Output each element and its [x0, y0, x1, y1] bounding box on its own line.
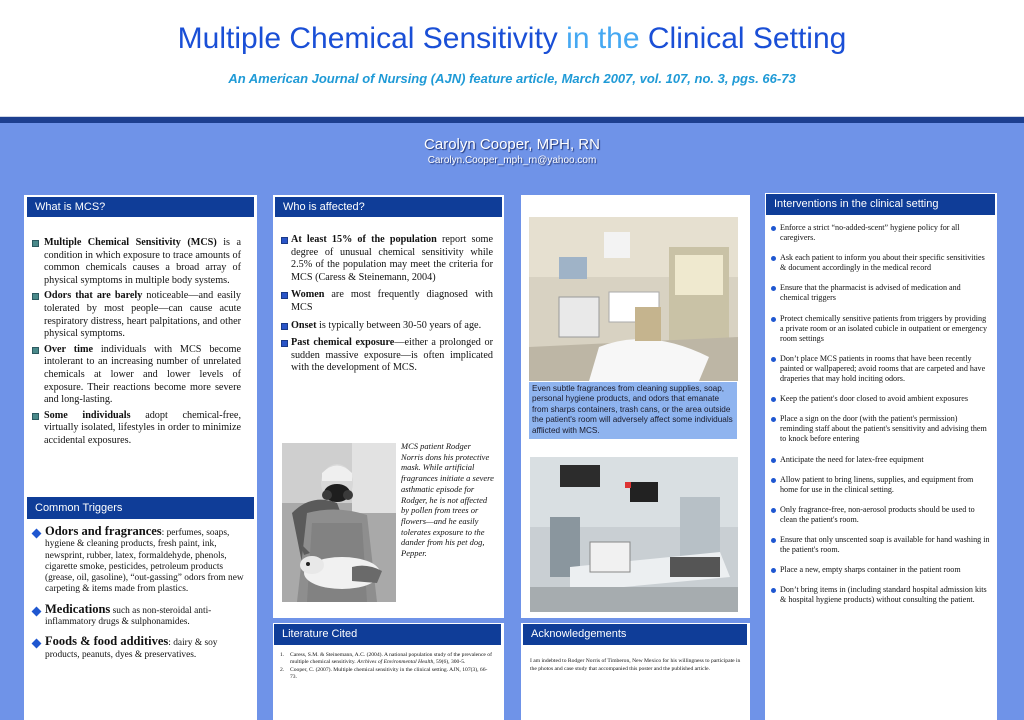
dot-bullet-icon [771, 226, 776, 231]
list-item: Some individuals adopt chemical-free, virtually isolated, lifestyles in order to minimize accidental exposures. [32, 410, 241, 448]
acknowledgements-text: I am indebted to Rodger Norris of Timberon, New Mexico for his willingness to participate in the photos and case study that accompanied this poster and the published article. [530, 658, 741, 672]
title-part-2: in the [566, 22, 640, 55]
poster-header [0, 0, 1024, 117]
list-item: Over time individuals with MCS become intolerant to an increasing number of unrelated chemicals at lower and lower levels of exposure. Their reactions become more severe and long-lasting. [32, 344, 241, 407]
list-item: Protect chemically sensitive patients from triggers by providing a private room or an isolated cubicle in outpatient or emergency room settings [770, 314, 990, 344]
who-affected-list [281, 234, 493, 380]
square-bullet-icon [32, 240, 39, 247]
list-item: Odors and fragrances: perfumes, soaps, hygiene & cleaning products, fresh paint, ink, newsprint, rubber, latex, formaldehyde, phenols, cigarette smoke, pesticides, petroleum products (grease, oil, gasoline), “out-gassing” odors from new carpeting & items made from plastics. [32, 526, 244, 596]
square-bullet-icon [281, 340, 288, 347]
emergency-room-photo [530, 457, 738, 612]
list-item: Don’t bring items in (including standard hospital admission kits & hospital hygiene products) without consulting the patient. [770, 585, 990, 605]
dot-bullet-icon [771, 458, 776, 463]
dot-bullet-icon [771, 417, 776, 422]
patient-photo [282, 443, 396, 602]
what-is-mcs-list [32, 237, 241, 451]
dot-bullet-icon [771, 538, 776, 543]
poster-subtitle: An American Journal of Nursing (AJN) feature article, March 2007, vol. 107, no. 3, pgs. 66-73 [228, 71, 796, 86]
square-bullet-icon [32, 413, 39, 420]
list-item: Medications such as non-steroidal anti-inflammatory drugs & sulphonamides. [32, 604, 244, 629]
interventions-list [770, 223, 990, 615]
list-item: Place a sign on the door (with the patient's permission) reminding staff about the patient's sensitivity and advising them to knock before entering [770, 414, 990, 444]
title-part-3: Clinical Setting [647, 22, 847, 55]
list-item: Keep the patient's door closed to avoid ambient exposures [770, 394, 990, 404]
emergency-room-image [530, 457, 738, 612]
dot-bullet-icon [771, 588, 776, 593]
reference-item: 2. Cooper, C. (2007). Multiple chemical sensitivity in the clinical setting. AJN, 107(3), 66-73. [280, 667, 488, 680]
list-item: Place a new, empty sharps container in the patient room [770, 565, 990, 575]
poster-title [0, 22, 1024, 56]
who-affected-heading: Who is affected? [275, 197, 502, 217]
list-item: Enforce a strict “no-added-scent” hygiene policy for all caregivers. [770, 223, 990, 243]
list-item: At least 15% of the population report some degree of unusual chemical sensitivity while 2.5% of the population may meet the criteria for MCS (Caress & Steinemann, 2004) [281, 234, 493, 284]
hospital-room-image [529, 217, 738, 381]
literature-list [280, 652, 494, 682]
room-photo-caption: Even subtle fragrances from cleaning supplies, soap, personal hygiene products, and odors that emanate from sharps containers, trash cans, or the area outside the patient's room will adversely affect some individuals afflicted with MCS. [529, 382, 737, 439]
list-item: Ensure that only unscented soap is available for hand washing in the patient's room. [770, 535, 990, 555]
list-item: Ensure that the pharmacist is advised of medication and chemical triggers [770, 283, 990, 303]
acknowledgements-heading: Acknowledgements [523, 624, 747, 645]
common-triggers-list [32, 526, 244, 669]
list-item: Don’t place MCS patients in rooms that have been recently painted or wallpapered; avoid rooms that are carpeted and have draperies that may hold inciting odors. [770, 354, 990, 384]
patient-photo-caption: MCS patient Rodger Norris dons his protective mask. While artificial fragrances initiate a severe asthmatic episode for Rodger, he is not affected by pollen from trees or flowers—and he easily tolerates exposure to the dander from his pet dog, Pepper. [401, 441, 494, 559]
dot-bullet-icon [771, 508, 776, 513]
literature-heading: Literature Cited [274, 624, 501, 645]
square-bullet-icon [281, 292, 288, 299]
list-item: Allow patient to bring linens, supplies, and equipment from home for use in the clinical setting. [770, 475, 990, 495]
what-is-mcs-heading: What is MCS? [27, 197, 254, 217]
list-item: Odors that are barely noticeable—and easily tolerated by most people—can cause acute respiratory distress, heart palpitations, and other physical symptoms. [32, 290, 241, 340]
diamond-bullet-icon [32, 606, 42, 616]
hospital-room-photo [529, 217, 738, 381]
list-item: Past chemical exposure—either a prolonged or sudden massive exposure—is often implicated with the development of MCS. [281, 337, 493, 375]
list-item: Multiple Chemical Sensitivity (MCS) is a condition in which exposure to trace amounts of common chemicals causes a broad array of physical symptoms in multiple body systems. [32, 237, 241, 287]
list-item: Anticipate the need for latex-free equipment [770, 455, 990, 465]
dot-bullet-icon [771, 357, 776, 362]
author-email[interactable]: Carolyn.Cooper_mph_rn@yahoo.com [427, 155, 597, 166]
list-item: Onset is typically between 30-50 years of age. [281, 320, 493, 333]
interventions-heading: Interventions in the clinical setting [766, 194, 995, 215]
list-item: Foods & food additives: dairy & soy products, peanuts, dyes & preservatives. [32, 636, 244, 661]
dot-bullet-icon [771, 568, 776, 573]
list-item: Only fragrance-free, non-aerosol products should be used to clean the patient's room. [770, 505, 990, 525]
dot-bullet-icon [771, 286, 776, 291]
dot-bullet-icon [771, 397, 776, 402]
diamond-bullet-icon [32, 529, 42, 539]
patient-with-mask-image [282, 443, 396, 602]
list-item: Women are most frequently diagnosed with MCS [281, 289, 493, 314]
dot-bullet-icon [771, 478, 776, 483]
diamond-bullet-icon [32, 639, 42, 649]
common-triggers-heading: Common Triggers [27, 497, 254, 519]
dot-bullet-icon [771, 317, 776, 322]
square-bullet-icon [32, 347, 39, 354]
title-part-1: Multiple Chemical Sensitivity [177, 22, 558, 55]
reference-item: 1. Caress, S.M. & Steinemann, A.C. (2004). A national population study of the prevalence of multiple chemical sensitivity. Archives of Environmental Health, 59(6), 300-5. [280, 652, 492, 665]
author-name: Carolyn Cooper, MPH, RN [424, 136, 600, 153]
dot-bullet-icon [771, 256, 776, 261]
square-bullet-icon [281, 323, 288, 330]
square-bullet-icon [281, 237, 288, 244]
list-item: Ask each patient to inform you about their specific sensitivities & document accordingly in the medical record [770, 253, 990, 273]
square-bullet-icon [32, 293, 39, 300]
